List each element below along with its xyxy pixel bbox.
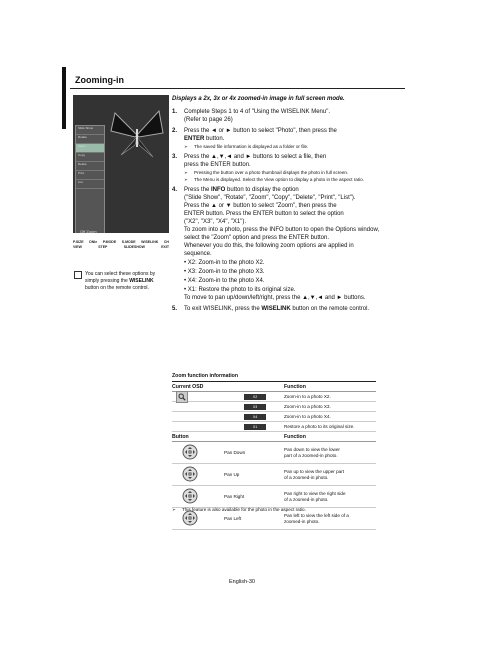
note-arrow-icon: ➢ [184, 144, 188, 149]
zoom-chip: X4 [244, 414, 266, 420]
remote-label: WISELINK [141, 240, 159, 244]
table-row: Pan Left Pan left to view the left side of a zoomed-in photo. [172, 508, 376, 530]
tv-screen-illustration [73, 95, 169, 233]
page-number: English-30 [229, 579, 255, 585]
table-row: X1 Restore a photo to its original size. [172, 422, 376, 432]
osd-header: Current OSD [172, 383, 204, 390]
step-5: 5. To exit WISELINK, press the WISELINK button on the remote control. [172, 306, 370, 312]
step-3: 3. Press the ▲,▼,◄ and ► buttons to select a file, then press the ENTER button. ➢ Pressing the button over a photo thumbnail displays the photo in full screen. ➢ The Menu is displayed. Select the View option to display a photo in the aspect ratio. [172, 154, 364, 182]
note-arrow-icon: ➢ [184, 177, 188, 182]
table-title: Zoom function information [172, 373, 376, 382]
table-row: Pan Up Pan up to view the upper part of a zoomed-in photo. [172, 464, 376, 486]
menu-item-selected[interactable]: Zoom [76, 144, 104, 153]
table-row: X3 Zoom-in to a photo X3. [172, 402, 376, 412]
zoom-options-list: • X2: Zoom-in to the photo X2. • X3: Zoom-in to the photo X3. • X4: Zoom-in to the photo X4. • X1: Restore the photo to its original size. [184, 260, 296, 293]
menu-footer: Off Zoom [80, 229, 97, 233]
remote-label: P.MODE [102, 240, 117, 244]
remote-label: SLIDESHOW [123, 245, 145, 249]
note-icon [74, 271, 82, 279]
note-arrow-icon: ➢ [172, 507, 176, 512]
dpad-down-icon [182, 444, 198, 460]
side-note: You can select these options by simply pressing the WISELINK button on the remote control. [85, 271, 156, 291]
remote-label: DNIe [89, 240, 98, 244]
table-row: Pan Right Pan right to view the right side of a zoomed-in photo. [172, 486, 376, 508]
note-arrow-icon: ➢ [184, 170, 188, 175]
step-2: 2. Press the ◄ or ► button to select "Photo", then press the ENTER button. ➢ The saved file information is displayed as a folder or file. [172, 128, 337, 149]
section-marker-bar [62, 67, 66, 129]
zoom-chip: X3 [244, 404, 266, 410]
footnote: ➢ This feature is also available for the photo in the aspect ratio. [172, 507, 306, 512]
options-menu [75, 125, 105, 233]
dpad-up-icon [182, 466, 198, 482]
step-4: 4. Press the INFO button to display the option ("Slide Show", "Rotate", "Zoom", "Copy", "Delete", "Print", "List"). Press the ▲ or ▼ button to select "Zoom", then press the ENTER button. Press the ENTER button to select the option ("X2", "X3", "X4", "X1"). To zoom into a photo, press the INFO button to open the Options window, select the "Zoom" option and press the ENTER button. Whenever you do this, the following zoom options are applied in sequence. • X2: Zoom-in to the photo X2. • X3: Zoom-in to the photo X3. • X4: Zoom-in to the photo X4. • X1: Restore the photo to its original size. To move to pan up/down/left/right, press the ▲,▼,◄ and ► buttons. [172, 186, 410, 302]
remote-label: EXIT [161, 245, 169, 249]
menu-item[interactable]: Rotate [76, 135, 104, 144]
instructions [172, 95, 410, 316]
page-title: Zooming-in [75, 75, 124, 85]
title-divider [70, 88, 405, 89]
remote-label: P.SIZE [73, 240, 84, 244]
function-header: Function [284, 433, 306, 440]
function-header: Function [284, 383, 306, 390]
remote-control-illustration [73, 240, 169, 258]
table-row: Pan Down Pan down to view the lower part of a zoomed-in photo. [172, 442, 376, 464]
remote-label: STEP [98, 245, 108, 249]
table-row: X2 Zoom-in to a photo X2. [172, 392, 376, 402]
dpad-right-icon [182, 488, 198, 504]
menu-item[interactable]: Copy [76, 153, 104, 162]
zoom-icon [176, 391, 188, 403]
zoom-chip: X2 [244, 394, 266, 400]
remote-label: S.MODE [121, 240, 136, 244]
remote-label: VIEW [73, 245, 82, 249]
menu-item[interactable]: List [76, 180, 104, 189]
table-row: X4 Zoom-in to a photo X4. [172, 412, 376, 422]
menu-item[interactable]: Print [76, 171, 104, 180]
button-header: Button [172, 433, 189, 440]
menu-item[interactable]: Slide Show [76, 126, 104, 135]
menu-item[interactable]: Delete [76, 162, 104, 171]
intro-text: Displays a 2x, 3x or 4x zoomed-in image in full screen mode. [172, 96, 345, 102]
butterfly-photo [107, 105, 167, 165]
step-1: 1. Complete Steps 1 to 4 of "Using the WISELINK Menu". (Refer to page 26) [172, 109, 330, 123]
remote-label: CH [163, 240, 169, 244]
zoom-chip: X1 [244, 424, 266, 430]
